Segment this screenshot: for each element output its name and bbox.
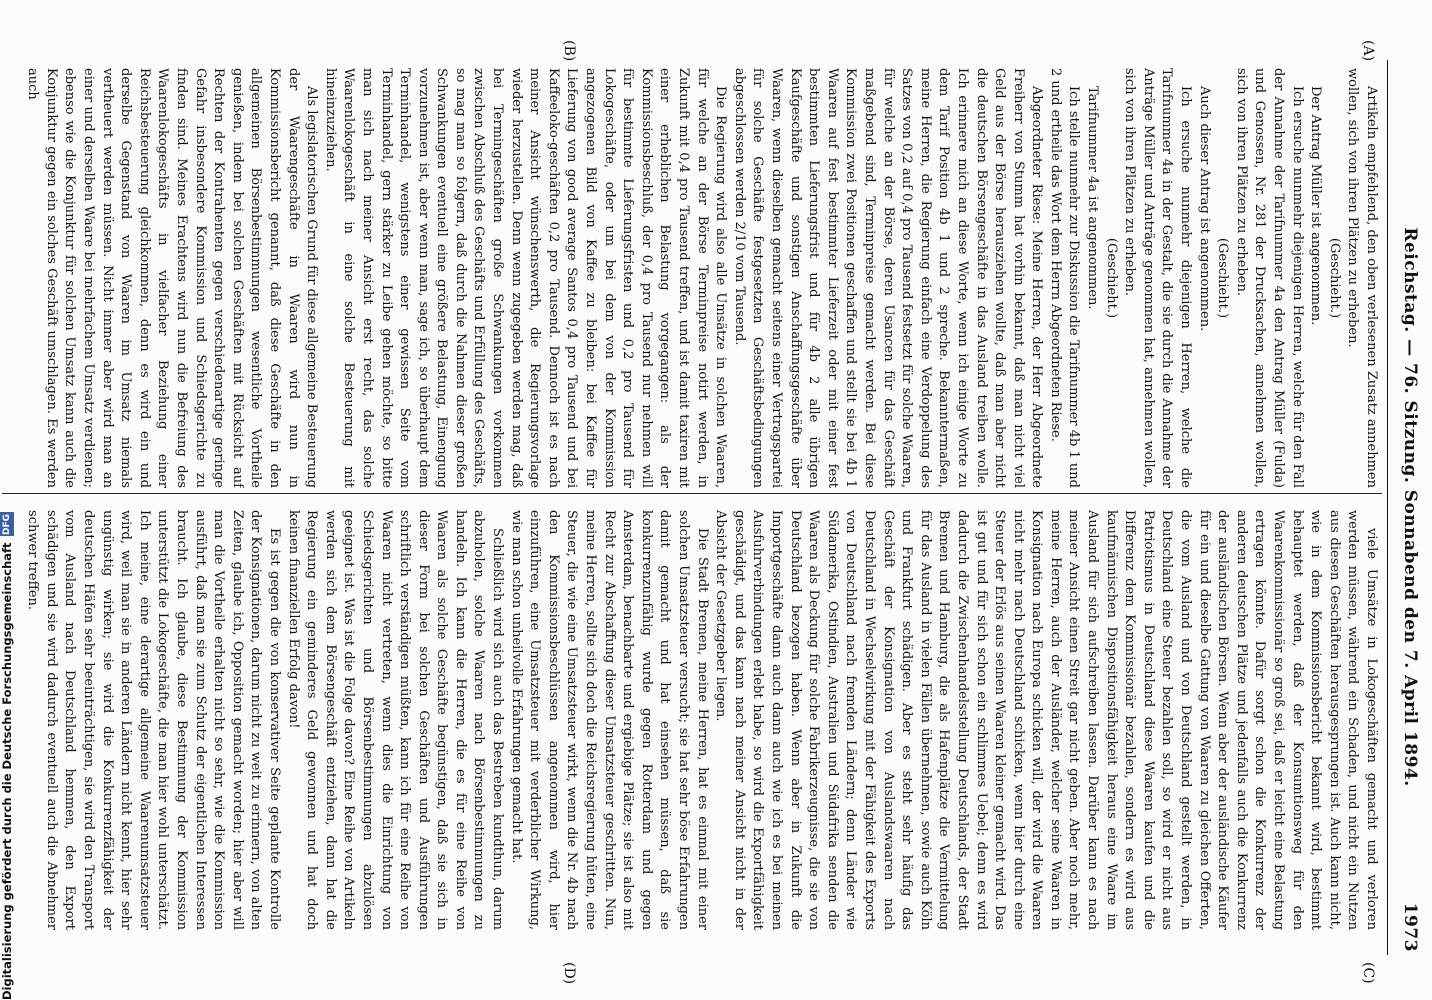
header-rule (1387, 60, 1388, 955)
right-column (10, 510, 1380, 930)
page-header (1388, 62, 1432, 952)
paragraph: Schließlich wird sich auch das Bestreben kundthun, darum abzuholen, solche Waaren nach Börsenbestimmungen zu handeln. Ich kann die Herren, die es für eine Reihe von Waaren als solche Geschäfte begünstigen, daß sie sich in dieser Form bei solchen Geschäften und Ausführungen schriftlich verständigen müßten, kann ich für eine Reihe von Waaren nicht vertreten, wenn dies die Einrichtung von Schiedsgerichten und Börsenbestimmungen abzulösen geeignet ist. Was ist die Folge davon? Eine Reihe von Artikeln werden sich dem Börsengeschäft entziehen, dann hat die Regierung ein geminderes Geld gewonnen und hat doch keinen finanziellen Erfolg davon! (285, 510, 506, 930)
paragraph: viele Umsätze in Lokogeschäften gemacht und verloren werden müssen, während ein Schaden, und nicht ein Nutzen aus diesen Geschäften herausgesprungen ist. Auch kann nicht, wie in dem Kommissionsbericht bekannt wird, bestimmt behauptet werden, daß der Konsumtionsweg für den Waarenkommissionär so groß sei, daß er leicht eine Belastung ertragen könnte. Dafür sorgt schon die Konkurrenz der anderen deutschen Plätze und jedenfalls auch die Konkurrenz der ausländischen Börsen. Wenn aber der ausländische Käufer für ein und dieselbe Gattung von Waaren zu gleichen Offerten, die vom Ausland und von Deutschland gestellt werden, in Deutschland eine Steuer bezahlen soll, so wird er nicht aus Patriotismus in Deutschland diese Waaren kaufen und die Differenz dem Kommissionär bezahlen, sondern es wird aus kaufmännischen Dispositionsfähigkeit heraus eine Waare im Ausland für sich aufschreiben lassen. Darüber kann es nach meiner Ansicht einen Streit gar nicht geben. Aber noch mehr, meine Herren, auch der Ausländer, welcher seine Waaren in Konsignation nach Europa schicken will, der wird die Waaren nicht mehr nach Deutschland schicken, wenn hier durch eine Steuer der Erlös aus seinen Waaren kleiner gemacht wird. Das ist gut und für sich schon ein schlimmes Uebel; denn es wird dadurch die Zwischenhandelsstellung Deutschlands, der Stadt Bremen und Hamburg, die als Hafenplätze die Vermittelung für das Ausland in vielen Fällen übernehmen, sowie auch Köln und Frankfurt schädigen. Aber es steht sehr häufig das Geschäft der Konsignation von Auslandswaaren nach Deutschland in Wechselwirkung mit der Fähigkeit des Exports von Deutschland nach fremden Ländern; denn Länder wie Südamerika, Ostindien, Australien und Südafrika senden die Waaren als Deckung für solche Fabrikerzeugnisse, die sie von Deutschland bezogen haben. Wenn aber in Zukunft die Importgeschäfte dann auch dann auch wie ich es bei meinen Ausfuhrverbindungen erlebt habe, so wird die Exportfähigkeit geschädigt, und das kann nach meiner Ansicht nicht in der Absicht der Gesetzgeber liegen. (713, 510, 1379, 930)
paragraph: Ich ersuche nunmehr diejenigen Herren, welche die Tarifnummer 4a in der Gestalt, die sie durch die Annahme der Anträge Müller und Anträge genommen hat, annehmen wollen, sich von ihren Plätzen zu erheben. (1122, 68, 1194, 488)
paragraph: Artikeln empfehlend, den oben verlesenen Zusatz annehmen wollen, sich von ihren Plätzen zu erheben. (1345, 68, 1379, 488)
paragraph: Abgeordneter Riese: Meine Herren, der Herr Abgeordnete Freiherr von Stumm hat vorhin bekannt, daß man nicht viel Geld aus der Börse herausziehen wollte, daß man aber nicht die deutschen Börsengeschäfte in das Ausland treiben wolle. Ich erinnere mich an diese Worte, wenn ich einige Worte zu dem Tarif Position 4b 1 und 2 spreche. Bekanntermaßen, meine Herren, die Regierung einfach eine Verdoppelung des Satzes von 0,2 auf 0,4 pro Tausend festsetzt für solche Waaren, für welche an der Börse, deren Usancen für das Geschäft maßgebend sind, Terminpreise gemacht werden. Bei diese Kommission zwei Positionen geschaffen und stellt sie bei 4b 1 Waaren auf fest bestimmter Lieferzeit oder mit einer fest bestimmten Lieferungsfrist und für 4b 2 alle übrigen Kaufgeschäfte und sonstigen Anschaffungsgeschäfte über Waaren, wenn dieselben gemacht seitens einer Vertragspartei für solche Geschäfte festgesetzten Geschäftsbedingungen abgeschlossen werden 2/10 vom Tausend. (731, 68, 1045, 488)
digitization-footer (0, 512, 14, 1000)
paragraph: Als legislatorischen Grund für diese allgemeine Besteuerung der Waarengeschäfte in Waaren wird nun in Kommissionsbericht genannt, daß diese Geschäfte in den allgemeinen Börsenbestimmungen wesentliche Vortheile genießen, indem bei solchen Geschäften mit Rücksicht auf Rechten der Kontrahenten gegen verschiedenartige geringe Gefahr insbesondere Kommission und Schiedsgerichte zu finden sind. Meines Erachtens wird nun die Befreiung des Waarenlokogeschäfts in vielfacher Beziehung einer Reichsbesteuerung gleichkommen, denn es wird ein und derselbe Gegenstand von Waaren im Umsatz niemals vertheuert werden müssen. Nicht immer aber wird man an einer und derselben Waare bei mehrfachem Umsatz verdienen; ebenso wie die Konjunktur für solchen Umsatz kann auch die Konjunktur gegen ein solches Geschäft umschlagen. Es werden auch (25, 68, 320, 488)
footer-text: Digitalisierung gefördert durch die Deutsche Forschungsgemeinschaft (0, 542, 14, 1000)
margin-letter-a: (A) (1360, 40, 1376, 62)
stage-direction: (Geschieht.) (1326, 237, 1342, 319)
dfg-logo: DFG (2, 513, 12, 535)
column-divider (2, 493, 1382, 494)
paragraph: Die Stadt Bremen, meine Herren, hat es einmal mit einer solchen Umsatzsteuer versucht; sie hat sehr böse Erfahrungen damit gemacht und hat einsehen müssen, daß sie konkurrenzunfähig wurde gegen Rotterdam und gegen Amsterdam, benachbarte und ergiebige Plätze; sie ist also mit Recht zur Abschaffung dieser Umsatzsteuer geschritten. Nun, meine Herren, sollte sich doch die Reichsregierung hüten, eine Steuer, die wie eine Umsatzsteuer wirkt, wenn die Nr. 4b nach den Kommissionsbeschlüssen angenommen wird, hier einzuführen, eine Umsatzsteuer mit verderblicher Wirkung, wie man schon unheilvolle Erfahrungen gemacht hat. (508, 510, 710, 930)
paragraph: Auch dieser Antrag ist angenommen. (1196, 86, 1212, 332)
paragraph: Der Antrag Müller ist angenommen. (1308, 86, 1324, 326)
stage-direction: (Geschieht.) (1103, 237, 1119, 319)
margin-letter-c: (C) (1360, 962, 1376, 984)
paragraph: Ich ersuche nunmehr diejenigen Herren, welche für den Fall der Annahme der Tarifnummer 4a den Antrag Müller (Fulda) und Genossen, Nr. 281 der Drucksachen, annehmen wollen, sich von ihren Plätzen zu erheben. (1233, 68, 1305, 488)
left-column (10, 68, 1380, 488)
stage-direction: (Geschieht.) (1215, 237, 1231, 319)
header-title: Reichstag. — 76. Sitzung. Sonnabend den 7. April 1894. (1400, 227, 1420, 787)
margin-letter-b: (B) (561, 40, 577, 62)
paragraph: Die Regierung wird also alle Umsätze in solchen Waaren, für welche an der Börse Terminpreise notirt werden, in Zukunft mit 0,4 pro Tausend treffen, und ist damit taxiren mit einer erheblichen Belastung vorgegangen: als der Kommissionsbeschluß, der 0,4 pro Tausend nur nehmen will für bestimmte Lieferungsfristen und 0,2 pro Tausend für Lokogeschäfte, oder um bei dem von der Kommission angezogenen Bild von Kaffee zu bleiben: bei Kaffee für Lieferung von good average Santos 0,4 pro Tausend und bei Kaffeeloko-geschäften 0,2 pro Tausend. Dennoch ist es nach meiner Ansicht wünschenswerth, die Regierungsvorlage wieder herzustellen. Denn wenn zugegeben werden mag, daß bei Termingeschäften große Schwankungen vorkommen zwischen Abschluß des Geschäfts und Erfüllung des Geschäfts, so mag man so folgern, daß durch die Nahmen dieser großen Schwankungen eventuell eine größere Belastung, Einengung vorzunehmen ist, aber wenn man, sage ich, so überhaupt dem Terminhandel, wenigstens einer gewissen Seite vom Terminhandel, gern stärker zu Leibe gehen möchte, so bitte man sich nach meiner Ansicht erst recht, das solche Waarenlokogeschäft in eine solche Besteuerung mit hineinzuziehen. (322, 68, 729, 488)
margin-letter-d: (D) (561, 962, 577, 985)
page-number: 1973 (1400, 902, 1420, 952)
paragraph: Ich stelle nunmehr zur Diskussion die Tarifnummer 4b 1 und 2 und ertheile das Wort dem Herrn Abgeordneten Riese. (1047, 68, 1082, 488)
paragraph: Es ist gegen die von konservativer Seite geplante Kontrolle der Konsignationen, darum nicht zu weit zu erinnern, von alten Zeiten, glaube ich, Opposition gemacht worden; hier aber will man die Vortheile erhalten nicht so sehr, wie die Kommission ausführt, daß man sie zum Schutz der eigentlichen Interessen braucht. Ich glaube, diese Bestimmung der Kommission unterstützt die Lokogeschäfte, die man hier wohl unterschätzt. Ich meine, eine derartige allgemeine Waarenumsatzsteuer wird, weil man sie in anderen Ländern nicht kennt, hier sehr ungünstig wirken; sie wird die Konkurrenzfähigkeit der deutschen Häfen sehr beeinträchtigen, sie wird den Transport vom Ausland nach Deutschland hemmen, den Export schädigen und sie wird dadurch eventuell auch die Abnehmer schwer treffen. (25, 510, 282, 930)
paragraph: Tarifnummer 4a ist angenommen. (1085, 86, 1101, 310)
